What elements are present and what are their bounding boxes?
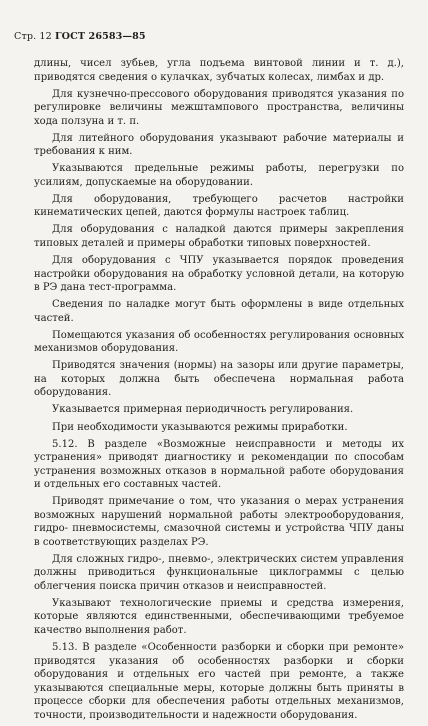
paragraph: Для литейного оборудования указывают рабочие материалы и требования к ним. — [34, 132, 404, 158]
section-5-13-paragraph: 5.13. В разделе «Особенности разборки и сборки при ремонте» приводятся указания об особенностях разборки и сборки оборудования и отдельных его частей при ремонте, а также указываются специальные меры, которые должны быть приняты в процессе сборки для обеспечения работы отдельных механизмов, точности, производительности и надежности оборудования. — [34, 642, 404, 721]
paragraph: Приводятся значения (нормы) на зазоры или другие параметры, на которых должна быть обеспечена нормальная работа оборудования. — [34, 360, 404, 399]
paragraph: При необходимости указываются режимы приработки. — [52, 421, 348, 433]
paragraph: Для оборудования, требующего расчетов настройки кинематических цепей, даются формулы настроек таблиц. — [34, 193, 404, 219]
page-header — [14, 31, 146, 42]
paragraph: Указываются предельные режимы работы, перегрузки по усилиям, допускаемые на оборудовании. — [34, 163, 404, 188]
paragraph: Сведения по наладке могут быть оформлены в виде отдельных частей. — [34, 299, 404, 324]
paragraph: Для сложных гидро-, пневмо-, электрических систем управления должны приводиться функциональные циклограммы с целью облегчения поиска причин отказов и неисправностей. — [34, 553, 404, 592]
paragraph: Для оборудования с наладкой даются примеры закрепления типовых деталей и примеры обработки типовых поверхностей. — [34, 224, 404, 249]
paragraph: Помещаются указания об особенностях регулирования основных механизмов оборудования. — [34, 329, 404, 355]
paragraph: Для оборудования с ЧПУ указывается порядок проведения настройки оборудования на обработку условной детали, на которую в РЭ дана тест-программа. — [34, 255, 404, 294]
paragraph: Для кузнечно-прессового оборудования приводятся указания по регулировке величины межштампового пространства, величины хода ползуна и т. п. — [34, 88, 404, 127]
paragraph: Указывают технологические приемы и средства измерения, которые являются единственными, обеспечивающими требуемое качество выполнения работ. — [34, 597, 404, 636]
paragraph: Приводят примечание о том, что указания о мерах устранения возможных нарушений нормальной работы электрооборудования, гидро- пневмосистемы, смазочной системы и устройства ЧПУ даны в соответствующих разделах РЭ. — [34, 496, 404, 548]
paragraph: длины, чисел зубьев, угла подъема винтовой линии и т. д.), приводятся сведения о кулачках, зубчатых колесах, лимбах и др. — [34, 58, 404, 83]
body-text — [34, 57, 404, 726]
page-label: Стр. 12 — [14, 31, 52, 42]
document-number: ГОСТ 26583—85 — [54, 31, 146, 42]
paragraph: Указывается примерная периодичность регулирования. — [52, 404, 354, 416]
section-5-12-paragraph: 5.12. В разделе «Возможные неисправности и методы их устранения» приводят диагностику и рекомендации по способам устранения возможных отказов в нормальной работе оборудования и отдельных его составных частей. — [34, 438, 404, 491]
